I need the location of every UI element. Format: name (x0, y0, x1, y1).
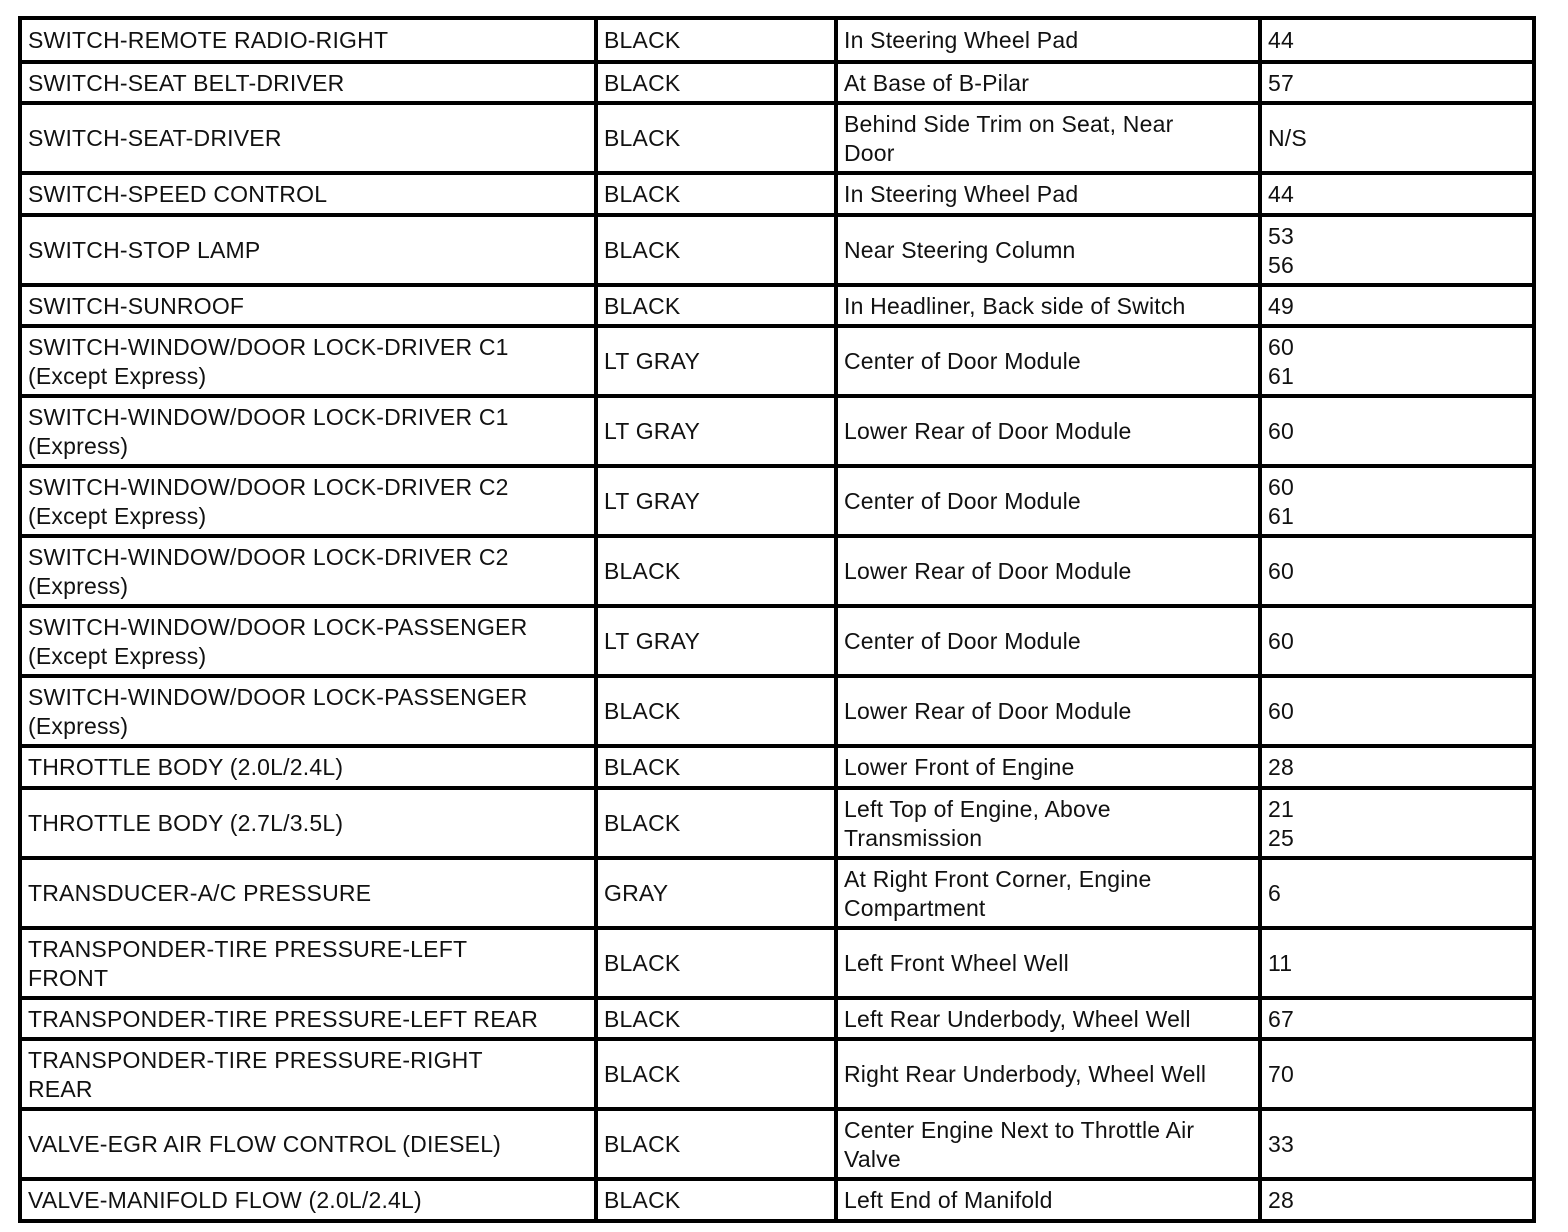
connector-color-cell: BLACK (596, 788, 836, 858)
table-row (20, 326, 1534, 396)
connector-figure-cell: 6 (1260, 858, 1534, 928)
table-row (20, 746, 1534, 788)
table-row (20, 285, 1534, 326)
connector-name-cell: SWITCH-STOP LAMP (20, 215, 596, 285)
connector-location-cell: Near Steering Column (836, 215, 1260, 285)
table-row (20, 215, 1534, 285)
table-row (20, 466, 1534, 536)
connector-location-cell: Lower Front of Engine (836, 746, 1260, 788)
connector-figure-cell: 44 (1260, 18, 1534, 62)
connector-color-cell: BLACK (596, 998, 836, 1039)
connector-name-cell: SWITCH-SPEED CONTROL (20, 173, 596, 215)
table-row (20, 173, 1534, 215)
connector-color-cell: LT GRAY (596, 396, 836, 466)
connector-color-cell: BLACK (596, 1109, 836, 1179)
connector-location-cell: Left End of Manifold (836, 1179, 1260, 1221)
connector-location-cell: Lower Rear of Door Module (836, 396, 1260, 466)
connector-location-cell: In Steering Wheel Pad (836, 173, 1260, 215)
connector-name-cell: SWITCH-WINDOW/DOOR LOCK-DRIVER C2 (Express) (20, 536, 596, 606)
connector-name-cell: TRANSPONDER-TIRE PRESSURE-RIGHT REAR (20, 1039, 596, 1109)
table-row (20, 858, 1534, 928)
connector-figure-cell: 28 (1260, 1179, 1534, 1221)
connector-color-cell: BLACK (596, 215, 836, 285)
connector-name-cell: TRANSPONDER-TIRE PRESSURE-LEFT REAR (20, 998, 596, 1039)
connector-figure-cell: 28 (1260, 746, 1534, 788)
connector-location-cell: At Right Front Corner, Engine Compartment (836, 858, 1260, 928)
table-row (20, 1039, 1534, 1109)
connector-color-cell: BLACK (596, 676, 836, 746)
connector-name-cell: TRANSPONDER-TIRE PRESSURE-LEFT FRONT (20, 928, 596, 998)
connector-figure-cell: 11 (1260, 928, 1534, 998)
connector-figure-cell: N/S (1260, 103, 1534, 173)
table-row (20, 18, 1534, 62)
connector-name-cell: THROTTLE BODY (2.0L/2.4L) (20, 746, 596, 788)
connector-table (18, 16, 1536, 1223)
connector-name-cell: SWITCH-REMOTE RADIO-RIGHT (20, 18, 596, 62)
connector-location-cell: In Steering Wheel Pad (836, 18, 1260, 62)
connector-figure-cell: 60 (1260, 606, 1534, 676)
table-row (20, 788, 1534, 858)
table-row (20, 606, 1534, 676)
table-row (20, 103, 1534, 173)
table-row (20, 676, 1534, 746)
connector-color-cell: LT GRAY (596, 606, 836, 676)
connector-figure-cell: 60 61 (1260, 466, 1534, 536)
connector-figure-cell: 53 56 (1260, 215, 1534, 285)
connector-figure-cell: 21 25 (1260, 788, 1534, 858)
connector-location-cell: Behind Side Trim on Seat, Near Door (836, 103, 1260, 173)
connector-location-cell: Center of Door Module (836, 466, 1260, 536)
connector-location-cell: Left Rear Underbody, Wheel Well (836, 998, 1260, 1039)
table-row (20, 62, 1534, 103)
connector-color-cell: BLACK (596, 18, 836, 62)
connector-figure-cell: 67 (1260, 998, 1534, 1039)
table-row (20, 1109, 1534, 1179)
connector-locator-page (18, 16, 1532, 1223)
connector-name-cell: VALVE-MANIFOLD FLOW (2.0L/2.4L) (20, 1179, 596, 1221)
connector-color-cell: BLACK (596, 62, 836, 103)
connector-color-cell: LT GRAY (596, 466, 836, 536)
table-row (20, 1179, 1534, 1221)
connector-name-cell: SWITCH-WINDOW/DOOR LOCK-PASSENGER (Except Express) (20, 606, 596, 676)
connector-color-cell: BLACK (596, 1179, 836, 1221)
connector-color-cell: BLACK (596, 1039, 836, 1109)
connector-name-cell: SWITCH-SEAT BELT-DRIVER (20, 62, 596, 103)
connector-figure-cell: 60 (1260, 676, 1534, 746)
connector-color-cell: BLACK (596, 746, 836, 788)
connector-figure-cell: 60 (1260, 536, 1534, 606)
connector-location-cell: Lower Rear of Door Module (836, 676, 1260, 746)
connector-name-cell: SWITCH-SEAT-DRIVER (20, 103, 596, 173)
connector-name-cell: TRANSDUCER-A/C PRESSURE (20, 858, 596, 928)
connector-figure-cell: 49 (1260, 285, 1534, 326)
connector-location-cell: Right Rear Underbody, Wheel Well (836, 1039, 1260, 1109)
connector-location-cell: In Headliner, Back side of Switch (836, 285, 1260, 326)
connector-name-cell: SWITCH-SUNROOF (20, 285, 596, 326)
table-row (20, 928, 1534, 998)
connector-name-cell: SWITCH-WINDOW/DOOR LOCK-DRIVER C1 (Express) (20, 396, 596, 466)
connector-location-cell: At Base of B-Pilar (836, 62, 1260, 103)
connector-location-cell: Center of Door Module (836, 326, 1260, 396)
table-row (20, 396, 1534, 466)
connector-name-cell: THROTTLE BODY (2.7L/3.5L) (20, 788, 596, 858)
connector-figure-cell: 33 (1260, 1109, 1534, 1179)
connector-table-body (20, 18, 1534, 1221)
connector-color-cell: BLACK (596, 285, 836, 326)
connector-name-cell: SWITCH-WINDOW/DOOR LOCK-DRIVER C2 (Except Express) (20, 466, 596, 536)
connector-location-cell: Left Front Wheel Well (836, 928, 1260, 998)
connector-color-cell: BLACK (596, 173, 836, 215)
connector-color-cell: BLACK (596, 928, 836, 998)
connector-location-cell: Lower Rear of Door Module (836, 536, 1260, 606)
connector-color-cell: LT GRAY (596, 326, 836, 396)
table-row (20, 536, 1534, 606)
table-row (20, 998, 1534, 1039)
connector-location-cell: Center of Door Module (836, 606, 1260, 676)
connector-name-cell: SWITCH-WINDOW/DOOR LOCK-PASSENGER (Express) (20, 676, 596, 746)
connector-location-cell: Center Engine Next to Throttle Air Valve (836, 1109, 1260, 1179)
connector-color-cell: GRAY (596, 858, 836, 928)
connector-figure-cell: 44 (1260, 173, 1534, 215)
connector-figure-cell: 60 61 (1260, 326, 1534, 396)
connector-color-cell: BLACK (596, 103, 836, 173)
connector-name-cell: VALVE-EGR AIR FLOW CONTROL (DIESEL) (20, 1109, 596, 1179)
connector-figure-cell: 70 (1260, 1039, 1534, 1109)
connector-name-cell: SWITCH-WINDOW/DOOR LOCK-DRIVER C1 (Except Express) (20, 326, 596, 396)
connector-figure-cell: 57 (1260, 62, 1534, 103)
connector-color-cell: BLACK (596, 536, 836, 606)
connector-location-cell: Left Top of Engine, Above Transmission (836, 788, 1260, 858)
connector-figure-cell: 60 (1260, 396, 1534, 466)
